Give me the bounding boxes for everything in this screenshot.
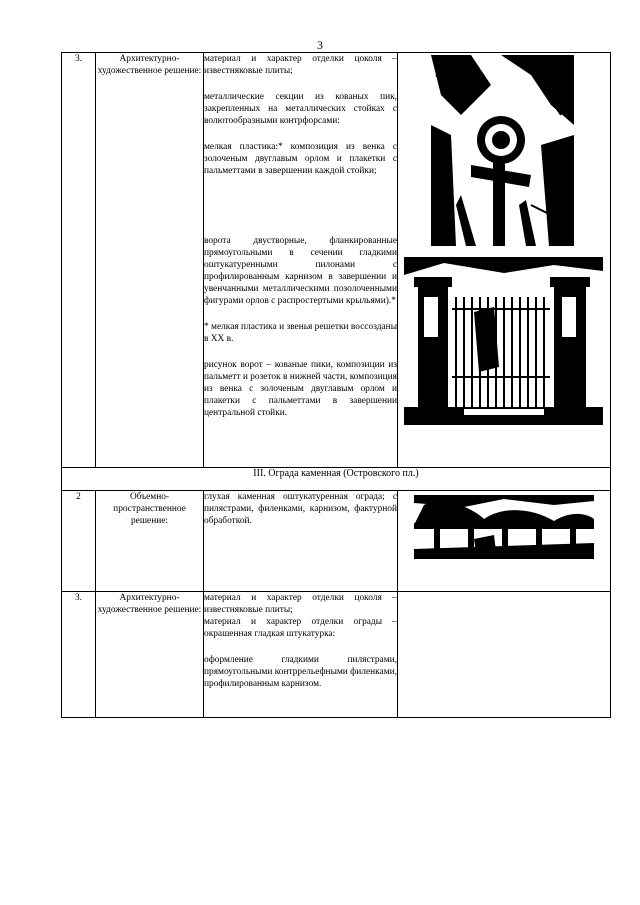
row-number: 2 [62, 491, 96, 592]
row-description [204, 491, 398, 592]
monument-description-table [61, 52, 611, 718]
row-description [204, 53, 398, 468]
description-line: металлические секции из кованых пик, закрепленных на металлических стойках с волютообразными контрфорсами: [204, 92, 397, 126]
description-line: ворота двустворные, фланкированные прямоугольными в сечении гладкими оштукатуренными пилонами с профилированным карнизом в завершении и увенчанными металлическими позолоченными фигурами орлов с распростертыми крыльями).* [204, 236, 397, 306]
description-line: глухая каменная оштукатуренная ограда; с пилястрами, филенками, карнизом, фактурной обработкой. [204, 492, 397, 526]
section-heading: III. Ограда каменная (Островского пл.) [62, 468, 611, 491]
table-row [62, 53, 611, 468]
description-line: материал и характер отделки цоколя – известняковые плиты; [204, 593, 397, 615]
row-title: Архитектурно-художественное решение: [96, 592, 204, 718]
stone-wall-photo [414, 495, 594, 559]
row-title: Архитектурно-художественное решение: [96, 53, 204, 468]
description-line: оформление гладкими пилястрами, прямоугольными контррельефными филенками, профилированным карнизом. [204, 655, 397, 689]
image-cell [398, 491, 611, 592]
row-number: 3. [62, 53, 96, 468]
row-number: 3. [62, 592, 96, 718]
description-line: материал и характер отделки цоколя – известняковые плиты; [204, 54, 397, 76]
row-description [204, 592, 398, 718]
row-title: Объемно-пространственное решение: [96, 491, 204, 592]
section-heading-row [62, 468, 611, 491]
description-line: мелкая пластика:* композиция из венка с золоченым двуглавым орлом и плакетки с пальметтами в завершении каждой стойки; [204, 142, 397, 176]
description-line: * мелкая пластика и звенья решетки воссозданы в XX в. [204, 322, 397, 344]
gate-photo [404, 257, 603, 425]
image-cell [398, 53, 611, 468]
fence-post-photo [431, 55, 574, 246]
table-row [62, 491, 611, 592]
description-line: рисунок ворот – кованые пики, композиции из пальметт и розеток в нижней части, композиция из венка с золоченым двуглавым орлом и плакетки с пальметтами в завершении центральной стойки. [204, 360, 397, 418]
table-row [62, 592, 611, 718]
image-cell [398, 592, 611, 718]
page-number: 3 [317, 38, 323, 52]
description-line: материал и характер отделки ограды – окрашенная гладкая штукатурка: [204, 617, 397, 639]
